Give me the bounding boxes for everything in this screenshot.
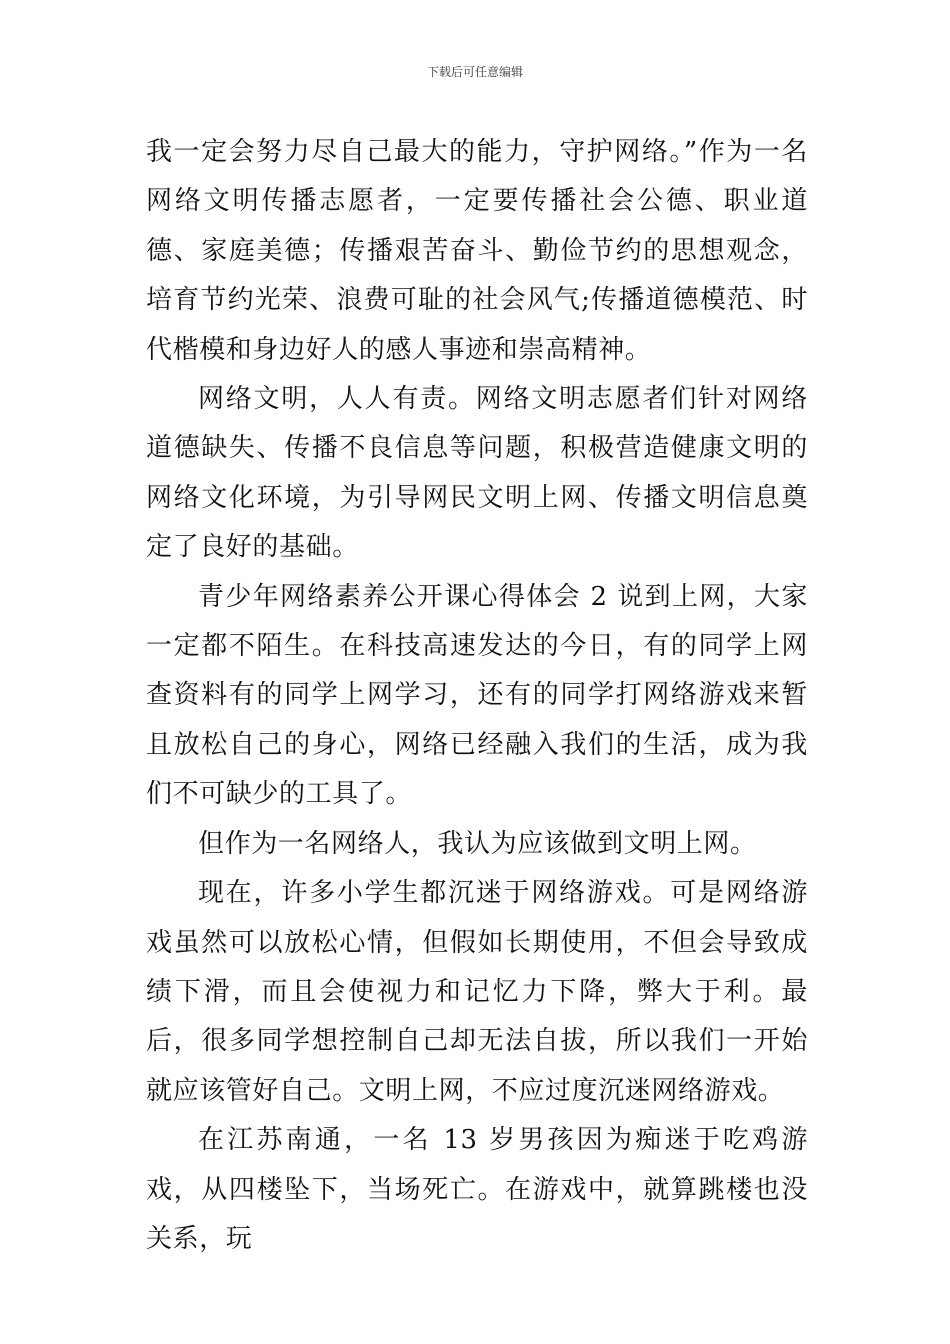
page-header-note: 下载后可任意编辑 [426, 65, 523, 79]
paragraph-5: 现在，许多小学生都沉迷于网络游戏。可是网络游戏虽然可以放松心情，但假如长期使用，不但会导致成绩下滑，而且会使视力和记忆力下降，弊大于利。最后，很多同学想控制自己却无法自拔，所以我们一开始就应该管好自己。文明上网，不应过度沉迷网络游戏。 [146, 878, 808, 1106]
paragraph-4: 但作为一名网络人，我认为应该做到文明上网。 [198, 828, 757, 859]
paragraph-3: 青少年网络素养公开课心得体会 2 说到上网，大家一定都不陌生。在科技高速发达的今日，有的同学上网查资料有的同学上网学习，还有的同学打网络游戏来暂且放松自己的身心，网络已经融入我们的生活，成为我们不可缺少的工具了。 [146, 581, 808, 810]
document-body [146, 128, 808, 1264]
paragraph-1: 我一定会努力尽自己最大的能力，守护网络。”作为一名网络文明传播志愿者，一定要传播社会公德、职业道德、家庭美德；传播艰苦奋斗、勤俭节约的思想观念，培育节约光荣、浪费可耻的社会风气;传播道德模范、时代楷模和身边好人的感人事迹和崇高精神。 [146, 137, 808, 365]
paragraph-2: 网络文明，人人有责。网络文明志愿者们针对网络道德缺失、传播不良信息等问题，积极营造健康文明的网络文化环境，为引导网民文明上网、传播文明信息奠定了良好的基础。 [146, 384, 808, 563]
paragraph-6: 在江苏南通，一名 13 岁男孩因为痴迷于吃鸡游戏，从四楼坠下，当场死亡。在游戏中，就算跳楼也没关系，玩 [146, 1125, 808, 1254]
